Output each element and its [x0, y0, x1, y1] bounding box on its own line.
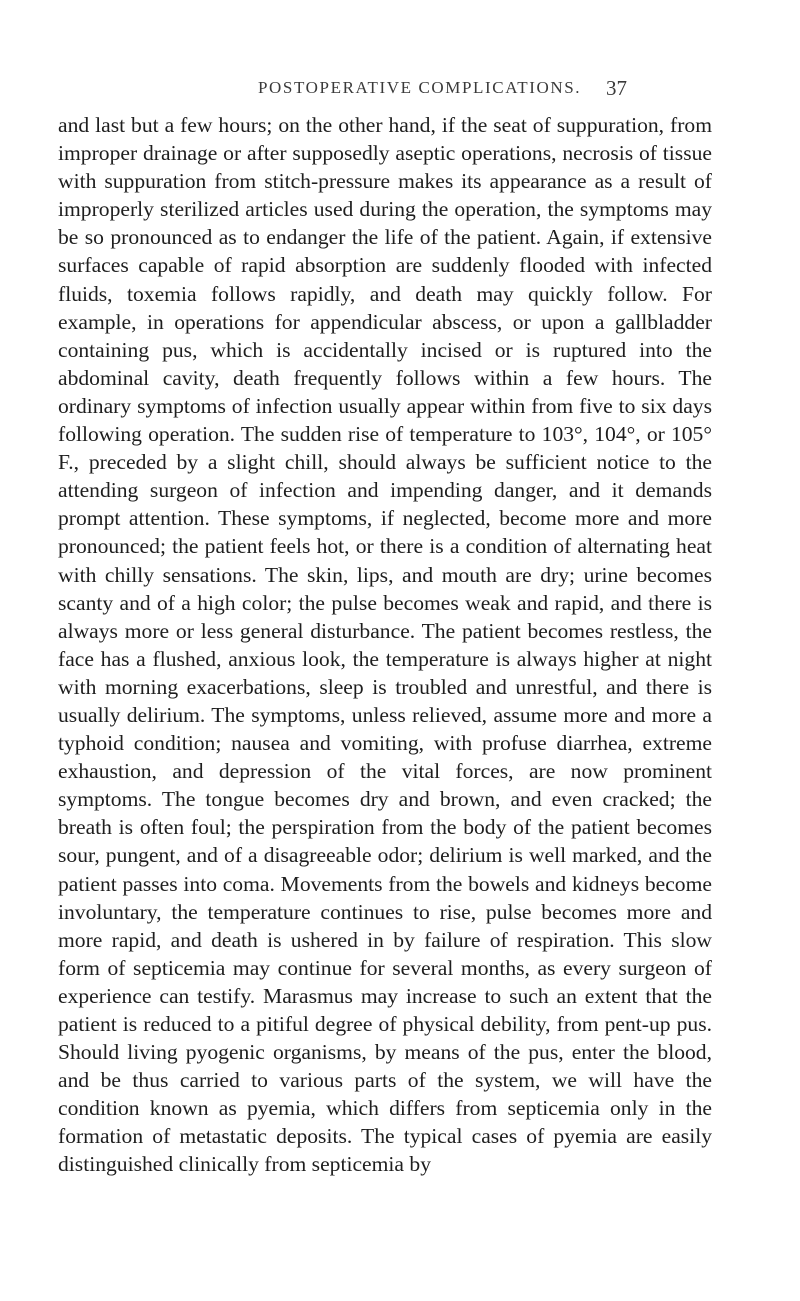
- running-title: POSTOPERATIVE COMPLICATIONS.: [258, 78, 582, 97]
- body-paragraph: and last but a few hours; on the other hand, if the seat of suppuration, from improper drainage or after supposedly aseptic operations, necrosis of tissue with suppuration from stitch-pressure makes its appearance as a result of improperly sterilized articles used during the operation, the symptoms may be so pronounced as to endanger the life of the patient. Again, if extensive surfaces capable of rapid absorption are suddenly flooded with infected fluids, toxemia follows rapidly, and death may quickly follow. For example, in operations for appendicular abscess, or upon a gallbladder containing pus, which is accidentally incised or is ruptured into the abdominal cavity, death frequently follows within a few hours. The ordinary symptoms of infection usually appear within from five to six days following operation. The sudden rise of temperature to 103°, 104°, or 105° F., preceded by a slight chill, should always be sufficient notice to the attending surgeon of infection and impending danger, and it demands prompt attention. These symptoms, if neglected, become more and more pronounced; the patient feels hot, or there is a condition of alternating heat with chilly sensations. The skin, lips, and mouth are dry; urine becomes scanty and of a high color; the pulse becomes weak and rapid, and there is always more or less general disturbance. The patient becomes restless, the face has a flushed, anxious look, the temperature is always higher at night with morning exacerbations, sleep is troubled and unrestful, and there is usually delirium. The symptoms, unless relieved, assume more and more a typhoid condition; nausea and vomiting, with profuse diarrhea, extreme exhaustion, and depression of the vital forces, are now prominent symptoms. The tongue becomes dry and brown, and even cracked; the breath is often foul; the perspiration from the body of the patient becomes sour, pungent, and of a disagreeable odor; delirium is well marked, and the patient passes into coma. Movements from the bowels and kidneys become involuntary, the temperature continues to rise, pulse becomes more and more rapid, and death is ushered in by failure of respiration. This slow form of septicemia may continue for several months, as every surgeon of experience can testify. Marasmus may increase to such an extent that the patient is reduced to a pitiful degree of physical debility, from pent-up pus. Should living pyogenic organisms, by means of the pus, enter the blood, and be thus carried to various parts of the system, we will have the condition known as pyemia, which differs from septicemia only in the formation of metastatic deposits. The typical cases of pyemia are easily distinguished clinically from septicemia by: [58, 113, 712, 1177]
- page-number: 37: [606, 76, 627, 100]
- running-head: [0, 78, 800, 108]
